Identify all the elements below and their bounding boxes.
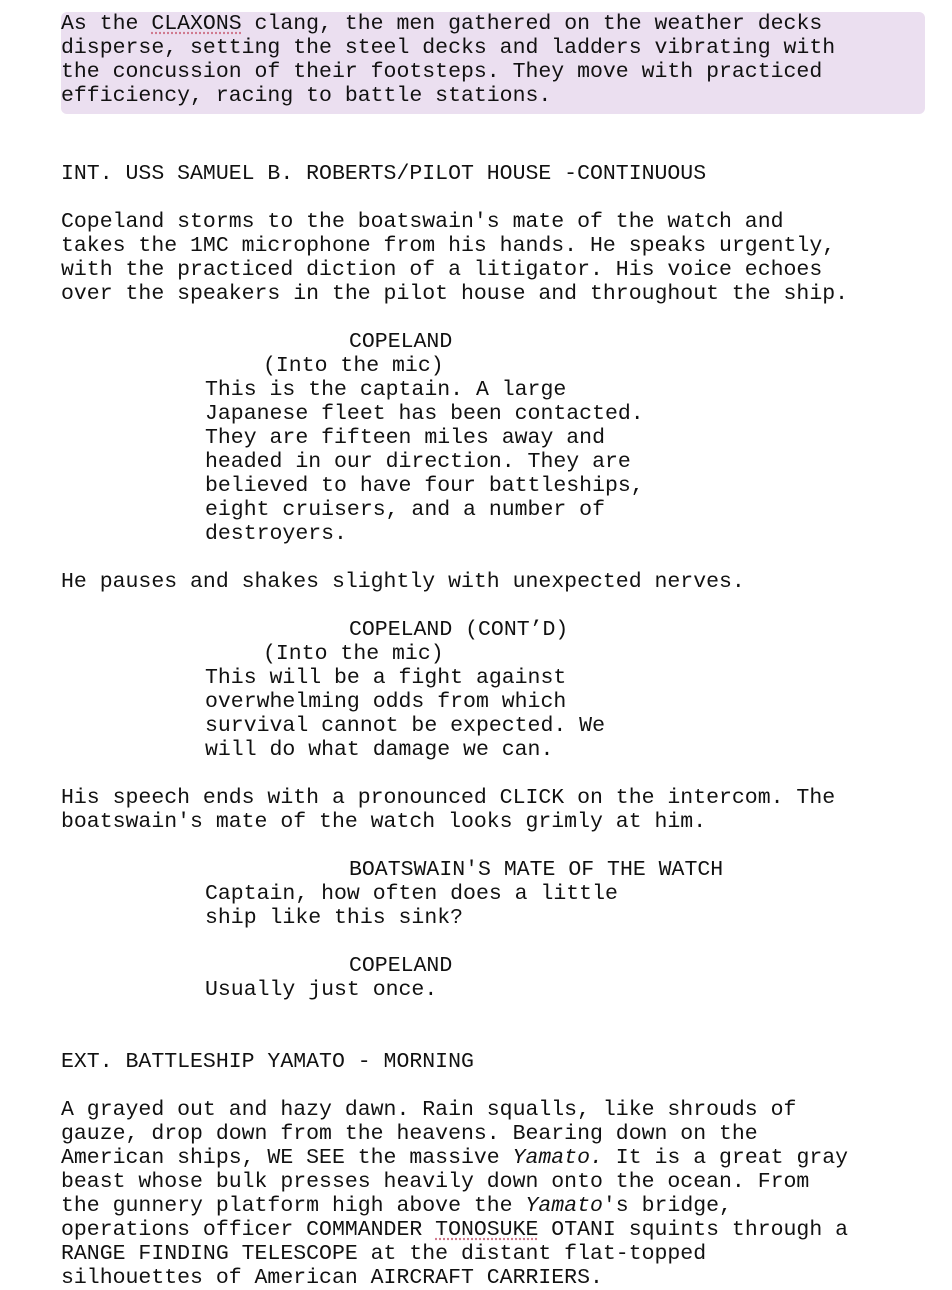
dialogue-line: overwhelming odds from which bbox=[205, 690, 567, 714]
action-line: Copeland storms to the boatswain's mate of the watch and bbox=[61, 210, 784, 234]
dialogue-line: Japanese fleet has been contacted. bbox=[205, 402, 644, 426]
action-line: A grayed out and hazy dawn. Rain squalls, like shrouds of bbox=[61, 1098, 797, 1122]
ship-name: Yamato. bbox=[512, 1146, 603, 1170]
action-line: American ships, WE SEE the massive Yamato. It is a great gray bbox=[61, 1146, 849, 1170]
action-line: beast whose bulk presses heavily down onto the ocean. From bbox=[61, 1170, 810, 1194]
action-line: His speech ends with a pronounced CLICK on the intercom. The bbox=[61, 786, 836, 810]
misspelled-word[interactable]: TONOSUKE bbox=[435, 1218, 539, 1242]
action-line: He pauses and shakes slightly with unexpected nerves. bbox=[61, 570, 745, 594]
selected-action-paragraph[interactable] bbox=[61, 12, 925, 114]
dialogue-line: Usually just once. bbox=[205, 978, 438, 1002]
action-line: over the speakers in the pilot house and throughout the ship. bbox=[61, 282, 849, 306]
action-line: gauze, drop down from the heavens. Bearing down on the bbox=[61, 1122, 758, 1146]
character-name: COPELAND bbox=[349, 330, 453, 354]
dialogue-line: Captain, how often does a little bbox=[205, 882, 618, 906]
misspelled-word[interactable]: CLAXONS bbox=[151, 12, 242, 36]
action-paragraph bbox=[61, 786, 931, 834]
script-page[interactable] bbox=[61, 12, 931, 1290]
character-name: COPELAND (CONT’D) bbox=[349, 618, 569, 642]
action-line: takes the 1MC microphone from his hands. He speaks urgently, bbox=[61, 234, 836, 258]
action-line: RANGE FINDING TELESCOPE at the distant flat-topped bbox=[61, 1242, 707, 1266]
action-line: operations officer COMMANDER TONOSUKE OTANI squints through a bbox=[61, 1218, 849, 1242]
dialogue-line: ship like this sink? bbox=[205, 906, 464, 930]
character-name: BOATSWAIN'S MATE OF THE WATCH bbox=[349, 858, 724, 882]
dialogue-block bbox=[61, 954, 931, 1002]
action-line: efficiency, racing to battle stations. bbox=[61, 84, 552, 108]
dialogue-block bbox=[61, 858, 931, 930]
action-line: silhouettes of American AIRCRAFT CARRIERS. bbox=[61, 1266, 603, 1290]
scene-heading: INT. USS SAMUEL B. ROBERTS/PILOT HOUSE -CONTINUOUS bbox=[61, 162, 707, 186]
parenthetical: (Into the mic) bbox=[263, 354, 444, 378]
action-line: with the practiced diction of a litigator. His voice echoes bbox=[61, 258, 823, 282]
action-paragraph bbox=[61, 1098, 931, 1290]
dialogue-line: survival cannot be expected. We bbox=[205, 714, 605, 738]
scene-heading: EXT. BATTLESHIP YAMATO - MORNING bbox=[61, 1050, 474, 1074]
action-line: the concussion of their footsteps. They move with practiced bbox=[61, 60, 823, 84]
dialogue-line: believed to have four battleships, bbox=[205, 474, 644, 498]
action-line: the gunnery platform high above the Yamato's bridge, bbox=[61, 1194, 732, 1218]
dialogue-line: destroyers. bbox=[205, 522, 347, 546]
dialogue-line: eight cruisers, and a number of bbox=[205, 498, 605, 522]
dialogue-line: They are fifteen miles away and bbox=[205, 426, 605, 450]
ship-name: Yamato bbox=[525, 1194, 603, 1218]
dialogue-line: headed in our direction. They are bbox=[205, 450, 631, 474]
dialogue-block bbox=[61, 330, 931, 546]
action-paragraph bbox=[61, 210, 931, 306]
action-line: As the CLAXONS clang, the men gathered on the weather decks bbox=[61, 12, 823, 36]
dialogue-block bbox=[61, 618, 931, 762]
character-name: COPELAND bbox=[349, 954, 453, 978]
dialogue-line: This is the captain. A large bbox=[205, 378, 567, 402]
action-line: disperse, setting the steel decks and ladders vibrating with bbox=[61, 36, 836, 60]
parenthetical: (Into the mic) bbox=[263, 642, 444, 666]
dialogue-line: This will be a fight against bbox=[205, 666, 567, 690]
dialogue-line: will do what damage we can. bbox=[205, 738, 554, 762]
action-line: boatswain's mate of the watch looks grimly at him. bbox=[61, 810, 707, 834]
